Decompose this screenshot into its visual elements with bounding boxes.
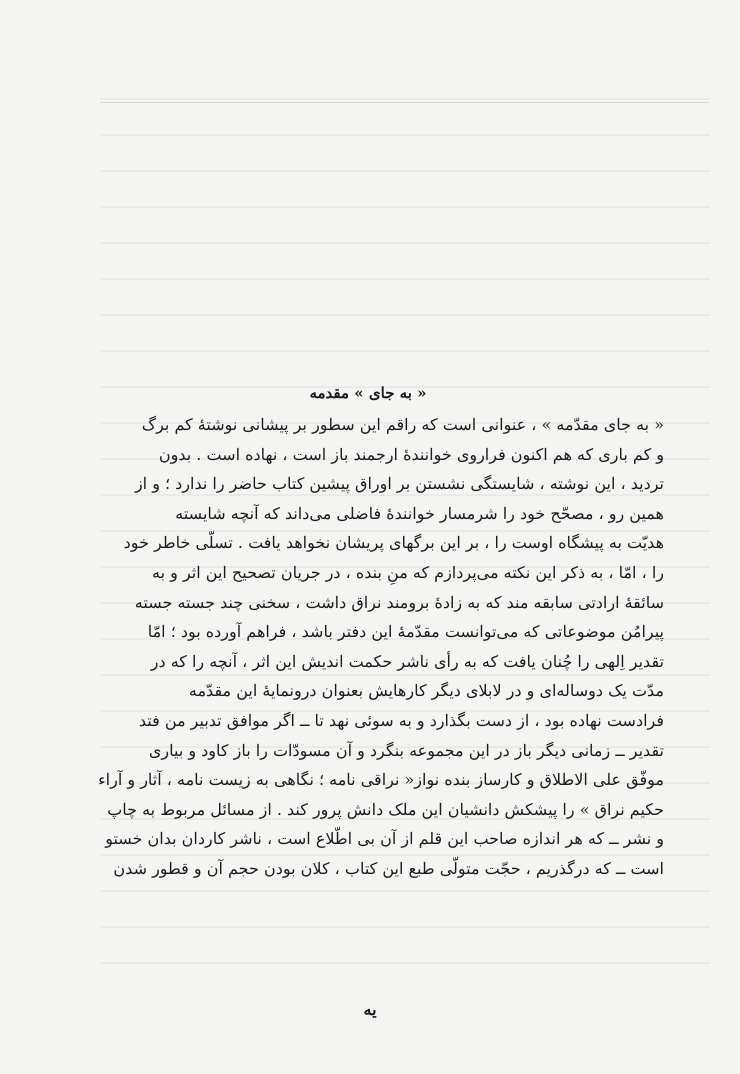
text-line: تقدیر ــ زمانی دیگر باز در این مجموعه بنگرد و آن مسودّات را باز کاود و بیاری	[148, 740, 664, 760]
text-line: تردید ، این نوشته ، شایستگی نشستن بر اوراق پیشین کتاب حاضر را ندارد ؛ و از	[134, 474, 664, 494]
text-line: و نشر ــ که هر اندازه صاحب این قلم از آن بی اطّلاع است ، ناشر کاردان بدان خستو	[105, 829, 664, 849]
text-line: « به جای مقدّمه » ، عنوانی است که راقم این سطور بر پیشانی نوشتهٔ کم برگ	[141, 415, 664, 434]
text-line: مدّت یک دوساله‌ای و در لابلای دیگر کارهایش بعنوان درونمایهٔ این مقدّمه	[188, 681, 664, 701]
text-line: هدیّت به پیشگاه اوست را ، بر این برگهای پریشان نخواهد یافت . تسلّی خاطر خود	[123, 533, 664, 553]
header-rule	[100, 102, 710, 103]
text-line: است ــ که درگذریم ، حجّت متولّی طبع این کتاب ، کلان بودن حجم آن و قطور شدن	[113, 858, 664, 878]
text-line: حکیم نراق » را پیشکش دانشیان این ملک دانش پرور کند . از مسائل مربوط به چاپ	[107, 799, 664, 819]
text-line: موفّق علی الاطلاق و کارساز بنده نواز« نراقی نامه ؛ نگاهی به زیست نامه ، آثار و آراء	[98, 770, 664, 790]
text-line: تقدیر اِلهی را چُنان یافت که به رأی ناشر حکمت اندیش این اثر ، آنچه را که در	[150, 651, 664, 671]
text-line: پیرامُن موضوعاتی که می‌توانست مقدّمهٔ این دفتر باشد ، فراهم آورده بود ؛ امّا	[147, 622, 664, 642]
page-number: یه	[363, 1000, 377, 1019]
section-title: « به جای » مقدمه	[309, 384, 427, 402]
text-line: را ، امّا ، به ذکر این نکته می‌پردازم که منِ بنده ، در جریان تصحیح این اثر و به	[152, 562, 664, 582]
text-line: فرادست نهاده بود ، از دست بگذارد و به سوئی نهد تا ــ اگر موافق تدبیر من فتد	[138, 710, 664, 730]
body-paragraph	[72, 410, 664, 884]
text-line: همین رو ، مصحّح خود را شرمسار خوانندهٔ فاضلی می‌داند که آنچه شایسته	[175, 503, 664, 523]
page-content	[72, 370, 664, 884]
text-line: و کم باری که هم اکنون فراروی خوانندهٔ ارجمند باز است ، نهاده است . بدون	[158, 444, 664, 464]
text-line: سائقهٔ ارادتی سابقه مند که به زادهٔ برومند نراق داشت ، سخنی چند جسته جسته	[134, 592, 664, 612]
